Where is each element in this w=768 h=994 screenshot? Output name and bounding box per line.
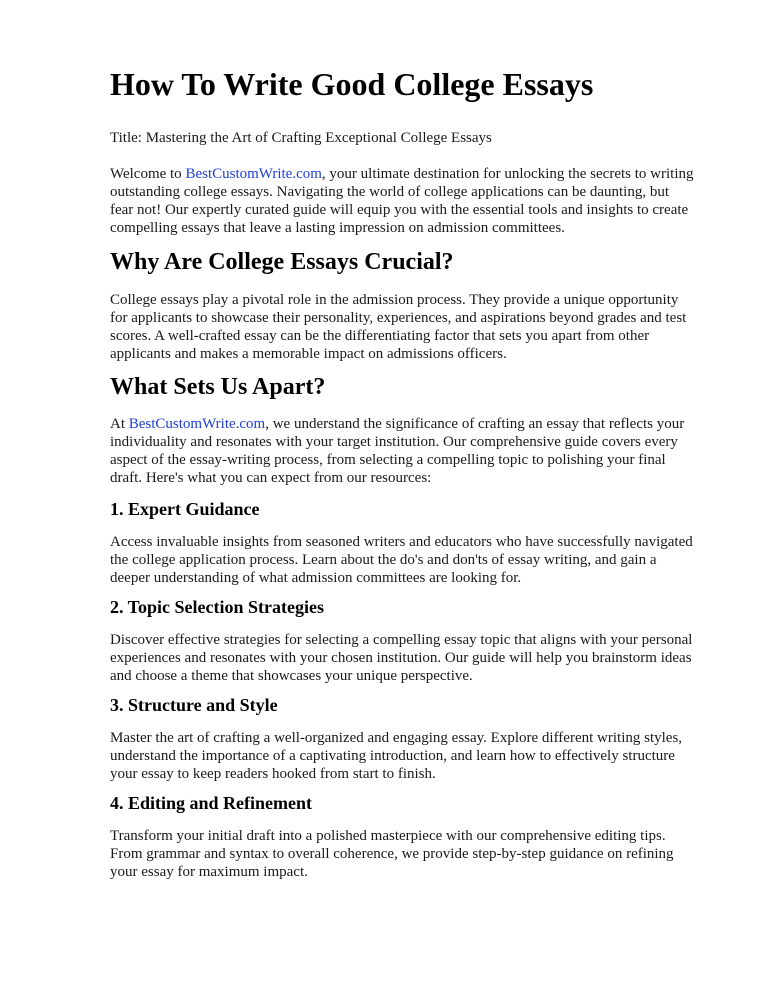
intro-prefix: Welcome to bbox=[110, 166, 186, 182]
structure-line-3: your essay to keep readers hooked from start to finish. bbox=[110, 766, 436, 782]
apart-line-4: draft. Here's what you can expect from our resources: bbox=[110, 470, 432, 486]
subheading-topic-selection: 2. Topic Selection Strategies bbox=[110, 597, 324, 617]
why-line-4: applicants and makes a memorable impact on admissions officers. bbox=[110, 346, 507, 362]
topic-line-3: and choose a theme that showcases your unique perspective. bbox=[110, 668, 473, 684]
subheading-expert-guidance: 1. Expert Guidance bbox=[110, 499, 260, 519]
expert-line-1: Access invaluable insights from seasoned writers and educators who have successfully navigated bbox=[110, 534, 693, 550]
why-line-3: scores. A well-crafted essay can be the differentiating factor that sets you apart from other bbox=[110, 328, 650, 344]
apart-prefix: At bbox=[110, 416, 129, 432]
topic-line-1: Discover effective strategies for selecting a compelling essay topic that aligns with your personal bbox=[110, 632, 693, 648]
subheading-editing-refinement: 4. Editing and Refinement bbox=[110, 793, 313, 813]
expert-line-3: deeper understanding of what admission committees are looking for. bbox=[110, 570, 522, 586]
apart-line-2: individuality and resonates with your target institution. Our comprehensive guide covers every bbox=[110, 434, 678, 450]
structure-line-1: Master the art of crafting a well-organized and engaging essay. Explore different writing styles, bbox=[110, 730, 683, 746]
editing-line-3: your essay for maximum impact. bbox=[110, 864, 308, 880]
why-line-1: College essays play a pivotal role in the admission process. They provide a unique opportunity bbox=[110, 292, 679, 308]
intro-line-4: compelling essays that leave a lasting impression on admission committees. bbox=[110, 220, 565, 236]
bestcustomwrite-link[interactable]: BestCustomWrite.com bbox=[185, 166, 322, 182]
apart-line-3: aspect of the essay-writing process, from selecting a compelling topic to polishing your final bbox=[110, 452, 666, 468]
intro-line-3: fear not! Our expertly curated guide will equip you with the essential tools and insights to create bbox=[110, 202, 689, 218]
structure-line-2: understand the importance of a captivating introduction, and learn how to effectively structure bbox=[110, 748, 675, 764]
apart-line-1 bbox=[110, 415, 684, 433]
subheading-structure-style: 3. Structure and Style bbox=[110, 695, 278, 715]
apart-line-1-text: , we understand the significance of crafting an essay that reflects your bbox=[265, 416, 685, 432]
bestcustomwrite-link[interactable]: BestCustomWrite.com bbox=[128, 416, 266, 432]
page-title: How To Write Good College Essays bbox=[110, 66, 594, 102]
intro-line-2: outstanding college essays. Navigating the world of college applications can be daunting, but bbox=[110, 184, 670, 200]
expert-line-2: the college application process. Learn about the do's and don'ts of essay writing, and gain a bbox=[110, 552, 657, 568]
why-line-2: for applicants to showcase their personality, experiences, and aspirations beyond grades and test bbox=[110, 310, 687, 326]
subtitle-line: Title: Mastering the Art of Crafting Exceptional College Essays bbox=[110, 130, 492, 146]
section-heading-what-sets-us-apart: What Sets Us Apart? bbox=[110, 374, 326, 400]
intro-line-1 bbox=[110, 165, 694, 183]
intro-line-1-text: , your ultimate destination for unlocking the secrets to writing bbox=[321, 166, 694, 182]
topic-line-2: experiences and resonates with your chosen institution. Our guide will help you brainstorm ideas bbox=[110, 650, 692, 666]
editing-line-1: Transform your initial draft into a polished masterpiece with our comprehensive editing tips. bbox=[110, 828, 666, 844]
section-heading-why-crucial: Why Are College Essays Crucial? bbox=[110, 249, 454, 275]
editing-line-2: From grammar and syntax to overall coherence, we provide step-by-step guidance on refining bbox=[110, 846, 674, 862]
